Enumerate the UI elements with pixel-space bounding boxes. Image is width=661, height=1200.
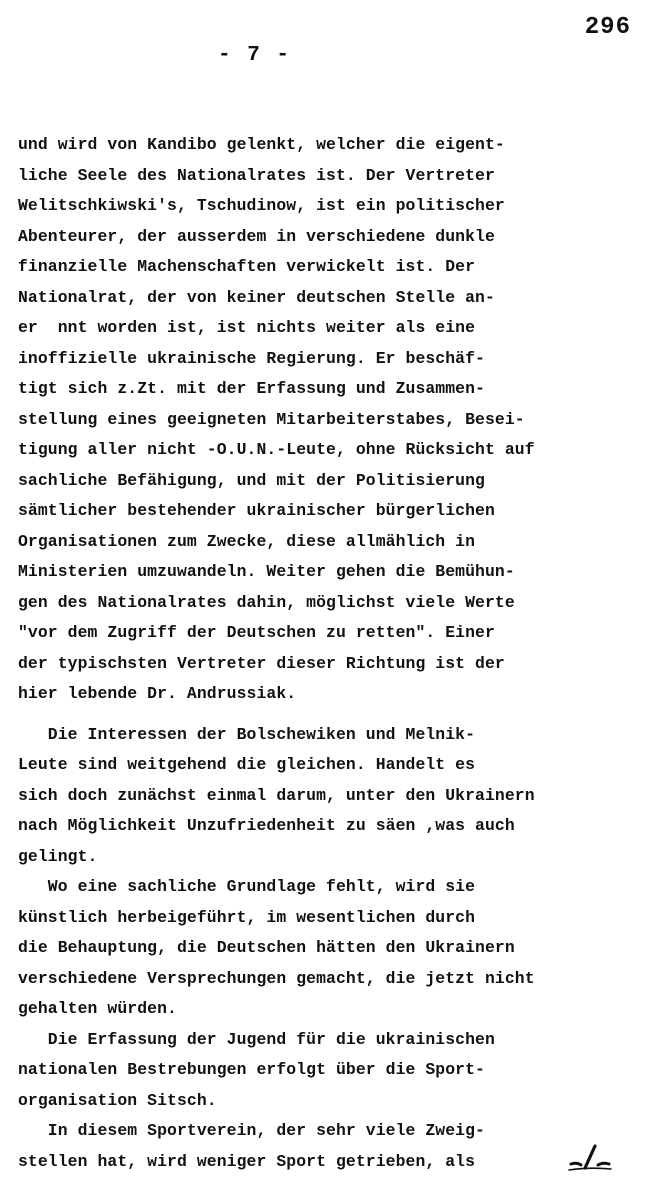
text-line: Abenteurer, der ausserdem in verschiedene dunkle [18,226,495,246]
paragraph-2 [18,720,648,873]
text-line: die Behauptung, die Deutschen hätten den Ukrainern [18,938,515,957]
text-line: Die Interessen der Bolschewiken und Melnik- [18,724,476,744]
text-line: sich doch zunächst einmal darum, unter den Ukrainern [18,785,535,805]
paragraph-1 [18,130,648,710]
text-line: Wo eine sachliche Grundlage fehlt, wird sie [18,877,476,896]
text-line: nationalen Bestrebungen erfolgt über die Sport- [18,1060,485,1079]
text-line: liche Seele des Nationalrates ist. Der Vertreter [18,165,495,185]
text-line: Leute sind weitgehend die gleichen. Handelt es [18,755,476,774]
body-text [18,130,648,1177]
text-line: Organisationen zum Zwecke, diese allmählich in [18,531,476,551]
text-line: stellung eines geeigneten Mitarbeiterstabes, Besei- [18,409,525,429]
paragraph-3 [18,872,648,1025]
text-line: In diesem Sportverein, der sehr viele Zweig- [18,1121,485,1140]
text-line: Ministerien umzuwandeln. Weiter gehen die Bemühun- [18,562,515,581]
page-number: - 7 - [218,44,292,67]
text-line: künstlich herbeigeführt, im wesentlichen durch [18,907,476,927]
paragraph-5 [18,1116,648,1177]
text-line: stellen hat, wird weniger Sport getrieben, als [18,1151,476,1171]
text-line: gehalten würden. [18,999,177,1018]
text-line: gen des Nationalrates dahin, möglichst viele Werte [18,592,515,612]
text-line: nach Möglichkeit Unzufriedenheit zu säen ,was auch [18,816,515,835]
text-line: inoffizielle ukrainische Regierung. Er beschäf- [18,348,485,368]
text-line: er nnt worden ist, ist nichts weiter als eine [18,318,476,337]
text-line: organisation Sitsch. [18,1090,217,1110]
text-line: hier lebende Dr. Andrussiak. [18,684,297,703]
text-line: tigt sich z.Zt. mit der Erfassung und Zusammen- [18,379,485,398]
text-line: Welitschkiwski's, Tschudinow, ist ein politischer [18,196,505,215]
paragraph-4 [18,1025,648,1117]
text-line: finanzielle Machenschaften verwickelt ist. Der [18,257,476,276]
text-line: und wird von Kandibo gelenkt, welcher die eigent- [18,135,505,154]
text-line: Die Erfassung der Jugend für die ukrainischen [18,1029,495,1049]
continuation-mark-icon [565,1138,613,1174]
paragraph-gap [18,710,648,720]
text-line: "vor dem Zugriff der Deutschen zu retten". Einer [18,623,495,642]
text-line: sachliche Befähigung, und mit der Politisierung [18,470,485,490]
text-line: sämtlicher bestehender ukrainischer bürgerlichen [18,501,495,520]
text-line: verschiedene Versprechungen gemacht, die jetzt nicht [18,968,535,988]
text-line: der typischsten Vertreter dieser Richtung ist der [18,653,505,673]
text-line: tigung aller nicht -O.U.N.-Leute, ohne Rücksicht auf [18,440,535,459]
text-line: Nationalrat, der von keiner deutschen Stelle an- [18,287,495,307]
archive-page-number: 296 [584,14,631,41]
text-line: gelingt. [18,846,98,866]
